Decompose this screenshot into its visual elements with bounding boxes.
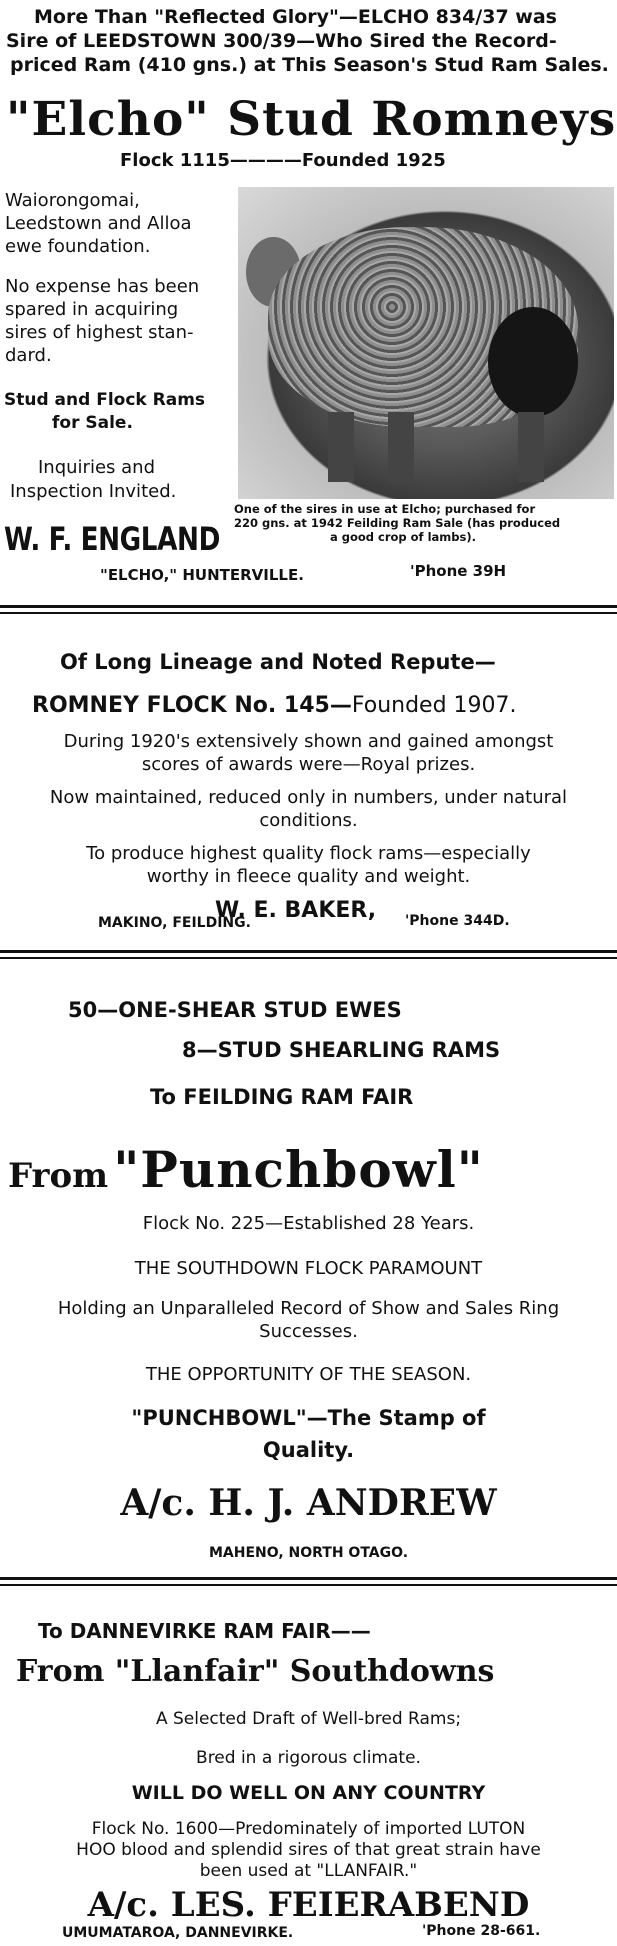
photo-caption-1: One of the sires in use at Elcho; purchased for [234,502,536,516]
elcho-inquiry-2: Inspection Invited. [10,481,177,502]
elcho-sale-1: Stud and Flock Rams [4,390,206,410]
punchbowl-owner: A/c. H. J. ANDREW [120,1482,497,1524]
ram-photograph [238,187,614,499]
baker-owner: W. E. BAKER, [215,898,377,923]
baker-para2-2: conditions. [259,810,358,831]
divider-rule [0,1584,617,1586]
punchbowl-rams: 8—STUD SHEARLING RAMS [182,1038,501,1062]
punchbowl-fair: To FEILDING RAM FAIR [150,1085,414,1109]
llanfair-address: UMUMATAROA, DANNEVIRKE. [62,1925,294,1941]
photo-caption-2: 220 gns. at 1942 Feilding Ram Sale (has produced [234,516,561,530]
ram-shadow-shape [488,307,578,417]
elcho-inquiry-1: Inquiries and [38,457,155,478]
divider-rule [0,950,617,953]
llanfair-flock-1: Flock No. 1600—Predominately of imported LUTON [91,1819,526,1839]
elcho-address: "ELCHO," HUNTERVILLE. [100,566,304,584]
punchbowl-opportunity: THE OPPORTUNITY OF THE SEASON. [145,1364,472,1385]
elcho-owner: W. F. ENGLAND [4,520,220,558]
elcho-foundation-3: ewe foundation. [5,236,151,257]
photo-caption-3: a good crop of lambs). [330,530,476,544]
punchbowl-paramount: THE SOUTHDOWN FLOCK PARAMOUNT [134,1258,483,1279]
elcho-expense-2: spared in acquiring [5,299,179,320]
elcho-title: "Elcho" Stud Romneys [6,92,617,147]
ram-leg-shape [328,412,354,482]
punchbowl-record-2: Successes. [259,1321,358,1342]
elcho-foundation-2: Leedstown and Alloa [5,213,192,234]
baker-flock: ROMNEY FLOCK No. 145— [32,693,352,718]
llanfair-country: WILL DO WELL ON ANY COUNTRY [131,1782,486,1804]
divider-rule [0,957,617,959]
baker-phone: 'Phone 344D. [405,913,510,929]
baker-founded: Founded 1907. [351,693,517,718]
baker-advertisement [0,615,617,955]
divider-rule [0,612,617,614]
punchbowl-stamp-1: "PUNCHBOWL"—The Stamp of [131,1406,486,1430]
elcho-advertisement [0,0,617,610]
baker-address: MAKINO, FEILDING. [98,915,251,931]
baker-para3-2: worthy in fleece quality and weight. [146,866,471,887]
baker-headline: Of Long Lineage and Noted Repute— [60,650,496,674]
punchbowl-ewes: 50—ONE-SHEAR STUD EWES [68,998,402,1022]
elcho-foundation-1: Waiorongomai, [5,190,140,211]
ram-leg-shape [388,412,414,482]
elcho-expense-4: dard. [5,345,52,366]
elcho-expense-3: sires of highest stan- [5,322,194,343]
elcho-headline-line-1: More Than "Reflected Glory"—ELCHO 834/37 was [34,6,557,28]
elcho-headline-line-3: priced Ram (410 gns.) at This Season's Stud Ram Sales. [10,54,609,76]
elcho-sale-2: for Sale. [52,413,133,433]
punchbowl-title: "Punchbowl" [113,1140,484,1199]
elcho-phone: 'Phone 39H [410,562,507,580]
baker-para1-1: During 1920's extensively shown and gained amongst [63,731,554,752]
llanfair-title: From "Llanfair" Southdowns [16,1654,495,1689]
elcho-expense-1: No expense has been [5,276,200,297]
punchbowl-advertisement [0,960,617,1580]
baker-flock-line [32,693,617,718]
baker-para1-2: scores of awards were—Royal prizes. [141,754,476,775]
baker-para3-1: To produce highest quality flock rams—especially [86,843,531,864]
elcho-headline-line-2: Sire of LEEDSTOWN 300/39—Who Sired the Record- [6,30,557,52]
punchbowl-from: From [8,1156,109,1196]
punchbowl-record-1: Holding an Unparalleled Record of Show and Sales Ring [57,1298,560,1319]
llanfair-owner: A/c. LES. FEIERABEND [87,1885,530,1925]
llanfair-draft: A Selected Draft of Well-bred Rams; [155,1709,462,1729]
llanfair-headline: To DANNEVIRKE RAM FAIR—— [38,1619,371,1643]
llanfair-climate: Bred in a rigorous climate. [196,1748,421,1768]
punchbowl-title-line [8,1140,617,1199]
divider-rule [0,605,617,608]
llanfair-advertisement [0,1587,617,1946]
baker-para2-1: Now maintained, reduced only in numbers, under natural [49,787,568,808]
llanfair-flock-2: HOO blood and splendid sires of that great strain have [76,1840,541,1860]
llanfair-flock-3: been used at "LLANFAIR." [199,1861,418,1881]
llanfair-phone: 'Phone 28-661. [422,1923,541,1939]
punchbowl-flock: Flock No. 225—Established 28 Years. [142,1213,475,1234]
elcho-flock: Flock 1115————Founded 1925 [120,150,446,171]
punchbowl-stamp-2: Quality. [262,1438,355,1462]
punchbowl-address: MAHENO, NORTH OTAGO. [208,1545,409,1561]
divider-rule [0,1577,617,1580]
ram-leg-shape [518,412,544,482]
